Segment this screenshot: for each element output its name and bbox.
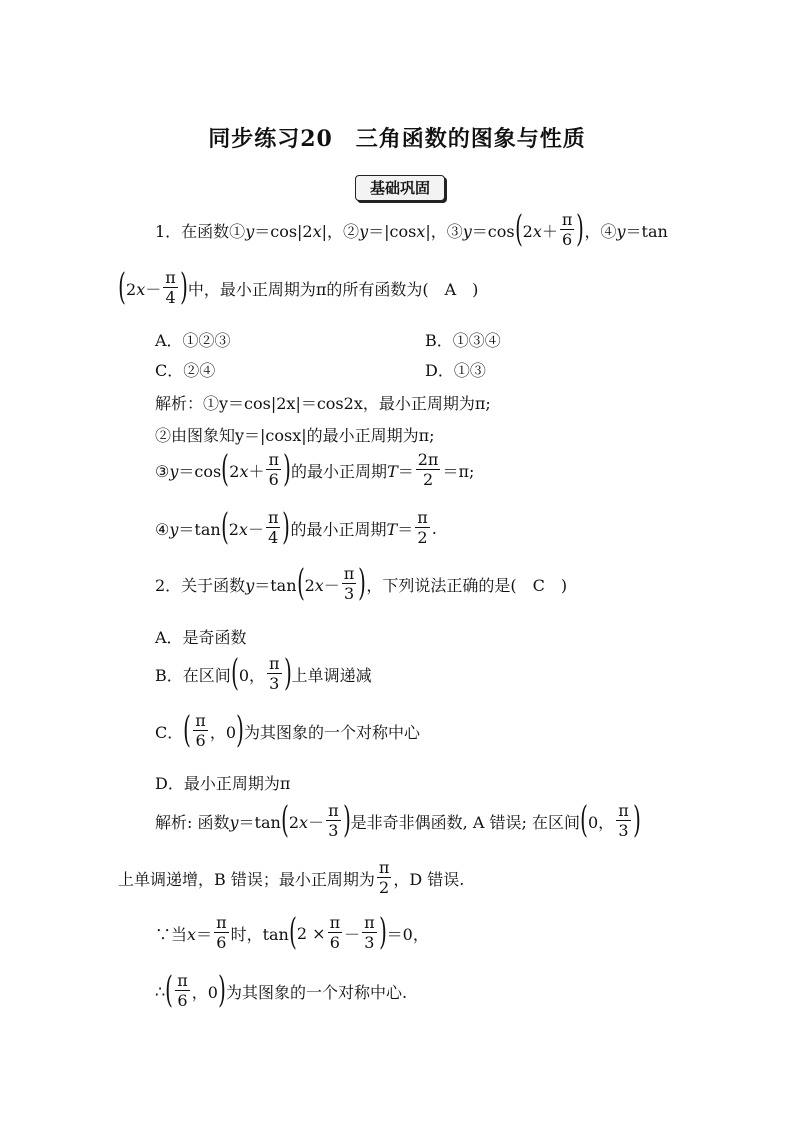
q1-analysis-1: 解析：①y＝cos|2x|＝cos2x，最小正周期为π; (155, 394, 491, 413)
q2-option-d: D．最小正周期为π (155, 774, 291, 793)
q2-analysis-3: ∵当x＝ $\frac{\pi}{6}$ 时，tan ( 2 × $\frac{\pi}{6}$ － $\frac{\pi}{3}$ ) ＝0， (155, 912, 429, 953)
q2-option-a: A．是奇函数 (155, 628, 247, 647)
q1-option-b: B．①③④ (425, 331, 501, 350)
q1-option-c: C．②④ (155, 361, 216, 380)
page-title: 同步练习20 三角函数的图象与性质 (208, 126, 586, 152)
q1-option-d: D．①③ (425, 361, 486, 380)
q2-analysis-4: ∴ ( $\frac{\pi}{6}$ ，0 ) 为其图象的一个对称中心. (155, 970, 408, 1011)
q1-analysis-2: ②由图象知y＝|cosx|的最小正周期为π; (155, 426, 435, 445)
q1-option-a: A．①②③ (155, 331, 231, 350)
q2-analysis-2: 上单调递增，B 错误；最小正周期为 $\frac{\pi}{2}$ ，D 错误. (118, 858, 465, 897)
q2-stem: 2．关于函数y＝tan ( 2x－ $\frac{\pi}{3}$ ) ，下列说法正确的是( C ) (155, 563, 568, 604)
q1-stem-line-2: ( 2x－ $\frac{\pi}{4}$ ) 中，最小正周期为π的所有函数为( A ) (118, 267, 479, 308)
q1-stem-line-1: 1．在函数①y＝cos|2x|，②y＝|cosx|，③y＝cos ( 2x＋ $\frac{\pi}{6}$ ) ，④y＝tan (155, 209, 668, 250)
q1-analysis-3: ③y＝cos ( 2x＋ $\frac{\pi}{6}$ ) 的最小正周期T＝ $\frac{2\pi}{2}$ ＝π; (155, 449, 475, 490)
q1-analysis-4: ④y＝tan ( 2x－ $\frac{\pi}{4}$ ) 的最小正周期T＝ $\frac{\pi}{2}$ . (155, 507, 437, 548)
section-badge: 基础巩固 (355, 175, 445, 201)
q2-option-b: B．在区间 ( 0， $\frac{\pi}{3}$ ) 上单调递减 (155, 653, 372, 694)
q2-option-c: C． ( $\frac{\pi}{6}$ ，0 ) 为其图象的一个对称中心 (155, 710, 421, 751)
q2-analysis-1: 解析: 函数y＝tan ( 2x－ $\frac{\pi}{3}$ ) 是非奇非偶函数, A 错误; 在区间 ( 0， $\frac{\pi}{3}$ ) (155, 800, 641, 841)
